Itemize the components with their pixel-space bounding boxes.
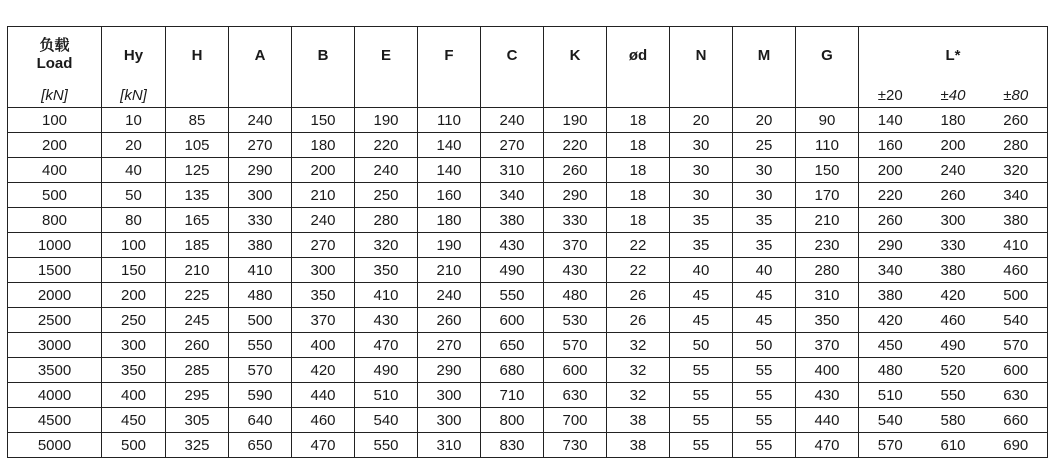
table-cell: 210 — [166, 258, 229, 283]
table-cell: 250 — [102, 308, 166, 333]
table-cell: 280 — [796, 258, 859, 283]
table-cell: 590 — [229, 383, 292, 408]
table-cell: 370 — [544, 233, 607, 258]
table-cell: 450 — [102, 408, 166, 433]
table-cell: 370 — [796, 333, 859, 358]
table-cell: 1000 — [8, 233, 102, 258]
table-cell: 230 — [796, 233, 859, 258]
table-cell: 85 — [166, 108, 229, 133]
table-cell: 430 — [355, 308, 418, 333]
table-cell: 600 — [985, 358, 1048, 383]
table-cell: 500 — [229, 308, 292, 333]
table-body — [8, 108, 1048, 458]
table-cell: 240 — [418, 283, 481, 308]
table-cell: 18 — [607, 158, 670, 183]
l-sub-20: ±20 — [859, 83, 922, 108]
header-row — [8, 27, 1048, 84]
table-cell: 380 — [859, 283, 922, 308]
table-cell: 630 — [544, 383, 607, 408]
unit-empty — [796, 83, 859, 108]
table-cell: 25 — [733, 133, 796, 158]
table-cell: 270 — [292, 233, 355, 258]
header-g: G — [796, 27, 859, 84]
table-cell: 200 — [8, 133, 102, 158]
table-cell: 18 — [607, 108, 670, 133]
table-cell: 400 — [292, 333, 355, 358]
table-cell: 300 — [102, 333, 166, 358]
table-cell: 420 — [922, 283, 985, 308]
table-cell: 300 — [418, 408, 481, 433]
table-row — [8, 333, 1048, 358]
table-cell: 500 — [102, 433, 166, 458]
table-cell: 310 — [418, 433, 481, 458]
table-cell: 410 — [355, 283, 418, 308]
table-cell: 510 — [859, 383, 922, 408]
table-cell: 420 — [859, 308, 922, 333]
table-cell: 35 — [733, 208, 796, 233]
table-cell: 440 — [292, 383, 355, 408]
table-cell: 245 — [166, 308, 229, 333]
table-cell: 340 — [985, 183, 1048, 208]
header-n: N — [670, 27, 733, 84]
table-cell: 55 — [733, 433, 796, 458]
unit-empty — [481, 83, 544, 108]
table-cell: 380 — [229, 233, 292, 258]
table-cell: 680 — [481, 358, 544, 383]
table-cell: 140 — [418, 133, 481, 158]
unit-empty — [607, 83, 670, 108]
table-cell: 38 — [607, 433, 670, 458]
table-cell: 270 — [418, 333, 481, 358]
table-cell: 490 — [355, 358, 418, 383]
table-cell: 20 — [733, 108, 796, 133]
table-cell: 40 — [670, 258, 733, 283]
table-cell: 220 — [859, 183, 922, 208]
table-cell: 410 — [985, 233, 1048, 258]
table-cell: 540 — [355, 408, 418, 433]
table-cell: 110 — [796, 133, 859, 158]
table-cell: 4000 — [8, 383, 102, 408]
table-cell: 570 — [859, 433, 922, 458]
table-cell: 310 — [796, 283, 859, 308]
table-row — [8, 308, 1048, 333]
table-cell: 380 — [481, 208, 544, 233]
table-cell: 540 — [859, 408, 922, 433]
table-cell: 650 — [481, 333, 544, 358]
header-e: E — [355, 27, 418, 84]
header-l-star: L* — [859, 27, 1048, 84]
table-cell: 350 — [796, 308, 859, 333]
table-cell: 290 — [859, 233, 922, 258]
table-cell: 180 — [292, 133, 355, 158]
header-od: ød — [607, 27, 670, 84]
table-cell: 710 — [481, 383, 544, 408]
table-header — [8, 27, 1048, 108]
table-cell: 55 — [670, 358, 733, 383]
table-cell: 2000 — [8, 283, 102, 308]
table-row — [8, 358, 1048, 383]
table-cell: 185 — [166, 233, 229, 258]
table-cell: 125 — [166, 158, 229, 183]
table-cell: 30 — [733, 158, 796, 183]
table-cell: 640 — [229, 408, 292, 433]
table-cell: 210 — [796, 208, 859, 233]
table-cell: 330 — [229, 208, 292, 233]
table-cell: 38 — [607, 408, 670, 433]
table-cell: 45 — [733, 308, 796, 333]
l-sub-40: ±40 — [922, 83, 985, 108]
table-cell: 540 — [985, 308, 1048, 333]
table-cell: 260 — [922, 183, 985, 208]
table-row — [8, 408, 1048, 433]
header-b: B — [292, 27, 355, 84]
table-cell: 340 — [481, 183, 544, 208]
table-cell: 290 — [418, 358, 481, 383]
table-cell: 330 — [544, 208, 607, 233]
table-cell: 1500 — [8, 258, 102, 283]
table-cell: 305 — [166, 408, 229, 433]
table-row — [8, 183, 1048, 208]
spec-table-container — [7, 26, 1048, 458]
table-cell: 110 — [418, 108, 481, 133]
table-cell: 32 — [607, 358, 670, 383]
table-cell: 190 — [355, 108, 418, 133]
table-cell: 480 — [859, 358, 922, 383]
table-cell: 380 — [922, 258, 985, 283]
unit-empty — [355, 83, 418, 108]
table-cell: 260 — [985, 108, 1048, 133]
unit-empty — [544, 83, 607, 108]
table-cell: 430 — [544, 258, 607, 283]
table-cell: 150 — [292, 108, 355, 133]
table-cell: 190 — [418, 233, 481, 258]
table-cell: 18 — [607, 183, 670, 208]
table-cell: 270 — [229, 133, 292, 158]
table-cell: 430 — [796, 383, 859, 408]
table-cell: 190 — [544, 108, 607, 133]
table-row — [8, 208, 1048, 233]
table-cell: 55 — [670, 383, 733, 408]
table-cell: 400 — [8, 158, 102, 183]
unit-empty — [229, 83, 292, 108]
table-cell: 510 — [355, 383, 418, 408]
table-cell: 165 — [166, 208, 229, 233]
table-cell: 550 — [355, 433, 418, 458]
table-cell: 135 — [166, 183, 229, 208]
table-row — [8, 233, 1048, 258]
table-row — [8, 258, 1048, 283]
table-cell: 630 — [985, 383, 1048, 408]
table-cell: 290 — [544, 183, 607, 208]
table-cell: 340 — [859, 258, 922, 283]
table-cell: 260 — [859, 208, 922, 233]
table-cell: 660 — [985, 408, 1048, 433]
unit-empty — [733, 83, 796, 108]
table-cell: 300 — [922, 208, 985, 233]
table-cell: 40 — [733, 258, 796, 283]
header-m: M — [733, 27, 796, 84]
table-cell: 2500 — [8, 308, 102, 333]
table-cell: 600 — [544, 358, 607, 383]
table-cell: 180 — [922, 108, 985, 133]
table-cell: 260 — [544, 158, 607, 183]
table-cell: 440 — [796, 408, 859, 433]
table-cell: 470 — [796, 433, 859, 458]
header-c: C — [481, 27, 544, 84]
header-k: K — [544, 27, 607, 84]
table-cell: 50 — [733, 333, 796, 358]
table-cell: 18 — [607, 133, 670, 158]
header-a: A — [229, 27, 292, 84]
table-cell: 260 — [418, 308, 481, 333]
table-cell: 18 — [607, 208, 670, 233]
table-cell: 730 — [544, 433, 607, 458]
table-cell: 5000 — [8, 433, 102, 458]
table-cell: 480 — [544, 283, 607, 308]
unit-hy: [kN] — [102, 83, 166, 108]
table-cell: 400 — [796, 358, 859, 383]
table-cell: 35 — [670, 208, 733, 233]
table-cell: 400 — [102, 383, 166, 408]
table-cell: 220 — [355, 133, 418, 158]
table-cell: 55 — [670, 433, 733, 458]
table-cell: 600 — [481, 308, 544, 333]
table-row — [8, 133, 1048, 158]
table-cell: 26 — [607, 308, 670, 333]
load-spec-table — [7, 26, 1048, 458]
table-cell: 225 — [166, 283, 229, 308]
table-cell: 55 — [670, 408, 733, 433]
table-cell: 35 — [733, 233, 796, 258]
table-cell: 330 — [922, 233, 985, 258]
header-load-en: Load — [36, 55, 73, 72]
table-cell: 30 — [733, 183, 796, 208]
table-cell: 45 — [670, 283, 733, 308]
table-cell: 420 — [292, 358, 355, 383]
table-cell: 280 — [355, 208, 418, 233]
header-load — [8, 27, 102, 84]
table-row — [8, 383, 1048, 408]
table-cell: 22 — [607, 233, 670, 258]
table-cell: 140 — [418, 158, 481, 183]
table-cell: 520 — [922, 358, 985, 383]
table-cell: 650 — [229, 433, 292, 458]
table-cell: 80 — [102, 208, 166, 233]
table-cell: 30 — [670, 158, 733, 183]
table-cell: 430 — [481, 233, 544, 258]
table-cell: 50 — [670, 333, 733, 358]
table-cell: 285 — [166, 358, 229, 383]
table-cell: 380 — [985, 208, 1048, 233]
table-cell: 32 — [607, 333, 670, 358]
table-cell: 300 — [292, 258, 355, 283]
table-cell: 550 — [481, 283, 544, 308]
table-cell: 350 — [355, 258, 418, 283]
table-cell: 26 — [607, 283, 670, 308]
table-cell: 700 — [544, 408, 607, 433]
unit-empty — [166, 83, 229, 108]
unit-empty — [292, 83, 355, 108]
table-cell: 55 — [733, 408, 796, 433]
table-cell: 280 — [985, 133, 1048, 158]
table-cell: 260 — [166, 333, 229, 358]
table-cell: 240 — [292, 208, 355, 233]
table-cell: 240 — [481, 108, 544, 133]
table-cell: 290 — [229, 158, 292, 183]
table-cell: 30 — [670, 133, 733, 158]
table-cell: 105 — [166, 133, 229, 158]
table-cell: 170 — [796, 183, 859, 208]
table-cell: 325 — [166, 433, 229, 458]
table-cell: 200 — [859, 158, 922, 183]
table-cell: 300 — [229, 183, 292, 208]
table-cell: 460 — [985, 258, 1048, 283]
table-cell: 200 — [292, 158, 355, 183]
table-row — [8, 283, 1048, 308]
table-cell: 30 — [670, 183, 733, 208]
units-row — [8, 83, 1048, 108]
table-cell: 610 — [922, 433, 985, 458]
table-cell: 240 — [229, 108, 292, 133]
table-cell: 500 — [985, 283, 1048, 308]
table-cell: 20 — [102, 133, 166, 158]
unit-empty — [418, 83, 481, 108]
table-cell: 310 — [481, 158, 544, 183]
table-cell: 450 — [859, 333, 922, 358]
table-cell: 240 — [922, 158, 985, 183]
table-cell: 160 — [859, 133, 922, 158]
header-load-cn: 负载 — [39, 37, 70, 54]
table-cell: 250 — [355, 183, 418, 208]
table-cell: 550 — [229, 333, 292, 358]
table-cell: 300 — [418, 383, 481, 408]
table-cell: 90 — [796, 108, 859, 133]
unit-empty — [670, 83, 733, 108]
unit-load: [kN] — [8, 83, 102, 108]
table-cell: 370 — [292, 308, 355, 333]
table-cell: 4500 — [8, 408, 102, 433]
table-cell: 490 — [481, 258, 544, 283]
table-cell: 570 — [544, 333, 607, 358]
table-cell: 100 — [102, 233, 166, 258]
table-cell: 20 — [670, 108, 733, 133]
table-cell: 45 — [733, 283, 796, 308]
table-cell: 500 — [8, 183, 102, 208]
table-cell: 3500 — [8, 358, 102, 383]
table-cell: 150 — [796, 158, 859, 183]
table-cell: 45 — [670, 308, 733, 333]
table-cell: 570 — [985, 333, 1048, 358]
table-cell: 295 — [166, 383, 229, 408]
table-cell: 100 — [8, 108, 102, 133]
table-cell: 530 — [544, 308, 607, 333]
table-cell: 350 — [292, 283, 355, 308]
table-cell: 220 — [544, 133, 607, 158]
table-row — [8, 433, 1048, 458]
table-row — [8, 108, 1048, 133]
table-cell: 320 — [985, 158, 1048, 183]
table-cell: 240 — [355, 158, 418, 183]
table-cell: 22 — [607, 258, 670, 283]
table-cell: 690 — [985, 433, 1048, 458]
table-cell: 830 — [481, 433, 544, 458]
table-cell: 32 — [607, 383, 670, 408]
table-cell: 470 — [355, 333, 418, 358]
table-cell: 200 — [922, 133, 985, 158]
table-row — [8, 158, 1048, 183]
table-cell: 50 — [102, 183, 166, 208]
l-sub-80: ±80 — [985, 83, 1048, 108]
table-cell: 200 — [102, 283, 166, 308]
table-cell: 570 — [229, 358, 292, 383]
table-cell: 55 — [733, 358, 796, 383]
table-cell: 460 — [292, 408, 355, 433]
table-cell: 35 — [670, 233, 733, 258]
table-cell: 210 — [292, 183, 355, 208]
table-cell: 160 — [418, 183, 481, 208]
table-cell: 800 — [8, 208, 102, 233]
table-cell: 150 — [102, 258, 166, 283]
header-hy: Hy — [102, 27, 166, 84]
header-h: H — [166, 27, 229, 84]
table-cell: 40 — [102, 158, 166, 183]
table-cell: 140 — [859, 108, 922, 133]
table-cell: 210 — [418, 258, 481, 283]
table-cell: 410 — [229, 258, 292, 283]
table-cell: 490 — [922, 333, 985, 358]
table-cell: 460 — [922, 308, 985, 333]
table-cell: 55 — [733, 383, 796, 408]
table-cell: 3000 — [8, 333, 102, 358]
table-cell: 350 — [102, 358, 166, 383]
header-f: F — [418, 27, 481, 84]
table-cell: 480 — [229, 283, 292, 308]
table-cell: 800 — [481, 408, 544, 433]
table-cell: 270 — [481, 133, 544, 158]
table-cell: 550 — [922, 383, 985, 408]
table-cell: 10 — [102, 108, 166, 133]
table-cell: 180 — [418, 208, 481, 233]
table-cell: 580 — [922, 408, 985, 433]
table-cell: 470 — [292, 433, 355, 458]
table-cell: 320 — [355, 233, 418, 258]
